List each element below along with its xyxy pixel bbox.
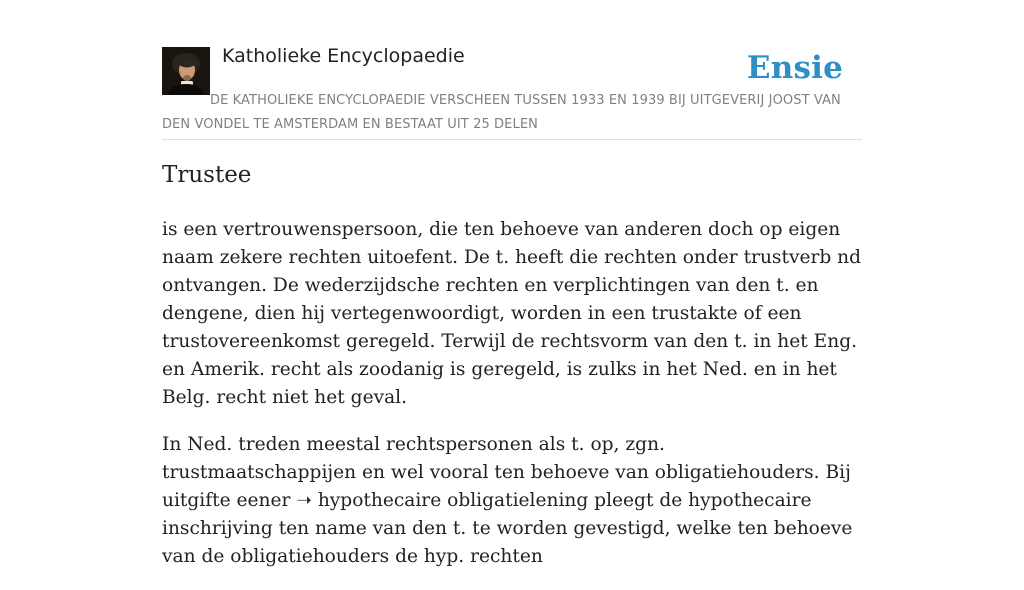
site-description: DE KATHOLIEKE ENCYCLOPAEDIE VERSCHEEN TUSSEN 1933 EN 1939 BIJ UITGEVERIJ JOOST VAN DEN VONDEL TE AMSTERDAM EN BESTAAT UIT 25 DELEN bbox=[162, 93, 841, 132]
ensie-logo[interactable]: Ensie bbox=[746, 50, 843, 86]
entry-paragraph: is een vertrouwenspersoon, die ten behoeve van anderen doch op eigen naam zekere rechten uitoefent. De t. heeft die rechten onder trustverb nd ontvangen. De wederzijdsche rechten en verplichtingen van den t. en dengene, dien hij vertegenwoordigt, worden in een trustakte of een trustovereenkomst geregeld. Terwijl de rechtsvorm van den t. in het Eng. en Amerik. recht als zoodanig is geregeld, is zulks in het Ned. en in het Belg. recht niet het geval. bbox=[162, 219, 862, 408]
entry-paragraph bbox=[162, 431, 862, 571]
portrait-icon bbox=[162, 47, 210, 95]
site-title[interactable]: Katholieke Encyclopaedie bbox=[222, 45, 465, 67]
link-arrow-icon: ➝ bbox=[296, 490, 312, 511]
entry-title: Trustee bbox=[162, 162, 252, 188]
site-header bbox=[162, 0, 862, 140]
paragraph-text: In Ned. treden meestal rechtspersonen als t. op, zgn. trustmaatschappijen en wel vooral ten behoeve van obligatiehouders. Bij uitgifte eener bbox=[162, 434, 851, 511]
avatar[interactable] bbox=[162, 47, 210, 95]
hypothecaire-link[interactable]: hypothecaire bbox=[317, 490, 442, 511]
entry-body bbox=[162, 216, 862, 590]
paragraph-text: obligatielening pleegt de hypothecaire inschrijving ten name van den t. te worden gevestigd, welke ten behoeve van de obligatiehouders de hyp. rechten bbox=[162, 490, 853, 567]
